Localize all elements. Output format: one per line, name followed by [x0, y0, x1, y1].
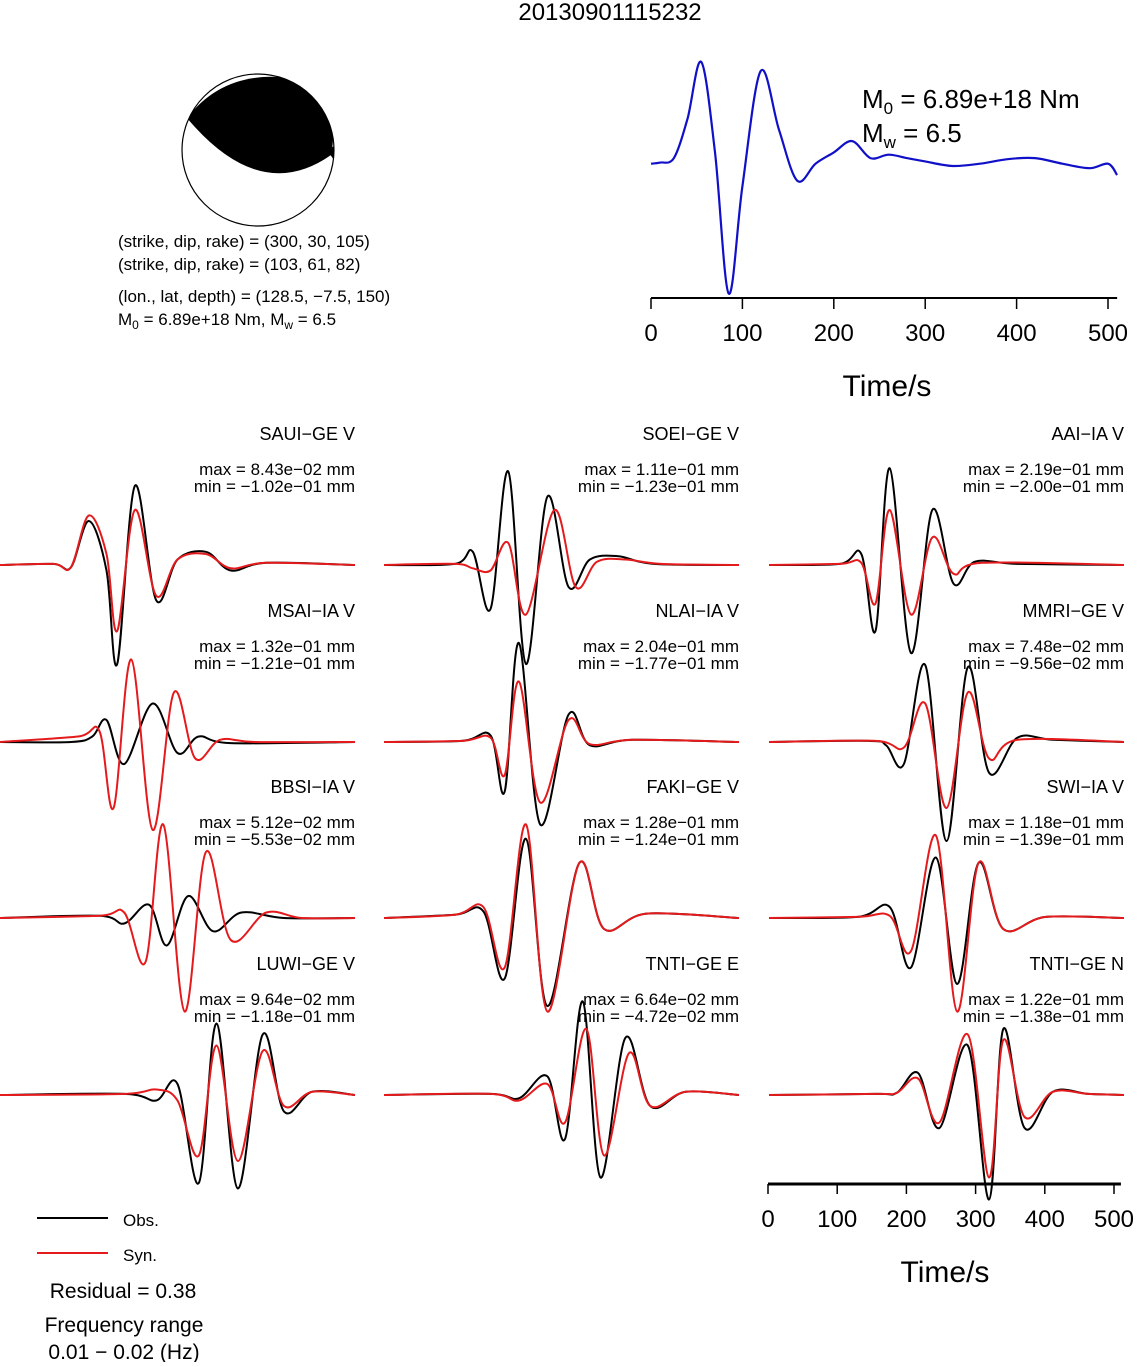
seismogram-panel	[0, 954, 355, 1189]
figure-title: 20130901115232	[518, 0, 702, 26]
max-amplitude-label: max = 5.12e−02 mm	[199, 813, 355, 832]
plane-1-text: (strike, dip, rake) = (300, 30, 105)	[118, 232, 370, 251]
observed-trace	[384, 471, 739, 664]
stf-x-tick-label: 400	[996, 320, 1037, 347]
max-amplitude-label: max = 1.11e−01 mm	[584, 460, 739, 479]
beachball	[182, 74, 336, 226]
seismogram-panel	[384, 777, 739, 1012]
min-amplitude-label: min = −1.23e−01 mm	[577, 477, 739, 496]
time-axis-tick-label: 400	[1024, 1206, 1065, 1233]
station-label: BBSI−IA V	[270, 777, 355, 797]
residual-text: Residual = 0.38	[49, 1280, 197, 1303]
stf-mw-label: $M_w = 6.5$	[862, 118, 962, 152]
observed-trace	[0, 896, 355, 946]
observed-trace	[384, 839, 739, 1006]
seismogram-panel	[769, 954, 1124, 1200]
station-label: SAUI−GE V	[259, 424, 355, 444]
seismogram-panel	[769, 601, 1124, 841]
legend-syn-label: Syn.	[123, 1246, 158, 1265]
observed-trace	[384, 1001, 739, 1177]
min-amplitude-label: min = −1.39e−01 mm	[962, 830, 1124, 849]
stf-x-tick-label: 100	[722, 320, 763, 347]
station-label: AAI−IA V	[1051, 424, 1124, 444]
seismogram-panels	[0, 424, 1124, 1200]
station-label: TNTI−GE E	[645, 954, 739, 974]
time-axis-tick-label: 300	[955, 1206, 996, 1233]
moment-text: $M_0 = 6.89e+18$ Nm, $M_w = 6.5$	[118, 310, 337, 332]
legend	[37, 1211, 159, 1265]
time-axis-tick-label: 200	[886, 1206, 927, 1233]
station-label: LUWI−GE V	[256, 954, 355, 974]
seismogram-panel	[384, 954, 739, 1178]
max-amplitude-label: max = 2.19e−01 mm	[968, 460, 1124, 479]
min-amplitude-label: min = −1.77e−01 mm	[577, 654, 739, 673]
station-label: SWI−IA V	[1046, 777, 1124, 797]
legend-obs-label: Obs.	[123, 1211, 159, 1230]
observed-trace	[769, 1028, 1124, 1200]
min-amplitude-label: min = −4.72e−02 mm	[577, 1007, 739, 1026]
seismogram-panel	[769, 777, 1124, 1012]
max-amplitude-label: max = 2.04e−01 mm	[583, 637, 739, 656]
synthetic-trace	[0, 659, 355, 830]
min-amplitude-label: min = −5.53e−02 mm	[193, 830, 355, 849]
min-amplitude-label: min = −1.21e−01 mm	[193, 654, 355, 673]
synthetic-trace	[384, 510, 739, 615]
seismogram-panel	[384, 424, 739, 664]
frequency-range-title: Frequency range	[44, 1314, 204, 1337]
time-axis-label: Time/s	[900, 1256, 990, 1289]
min-amplitude-label: min = −1.38e−01 mm	[962, 1007, 1124, 1026]
location-text: (lon., lat, depth) = (128.5, −7.5, 150)	[118, 287, 391, 306]
time-axis-tick-label: 100	[817, 1206, 858, 1233]
max-amplitude-label: max = 1.28e−01 mm	[583, 813, 739, 832]
station-label: NLAI−IA V	[655, 601, 739, 621]
min-amplitude-label: min = −2.00e−01 mm	[962, 477, 1124, 496]
min-amplitude-label: min = −1.02e−01 mm	[193, 477, 355, 496]
max-amplitude-label: max = 9.64e−02 mm	[199, 990, 355, 1009]
max-amplitude-label: max = 6.64e−02 mm	[583, 990, 739, 1009]
max-amplitude-label: max = 8.43e−02 mm	[199, 460, 355, 479]
plane-2-text: (strike, dip, rake) = (103, 61, 82)	[118, 255, 361, 274]
station-label: MMRI−GE V	[1022, 601, 1124, 621]
synthetic-trace	[769, 1034, 1124, 1178]
station-label: MSAI−IA V	[267, 601, 355, 621]
frequency-range-value: 0.01 − 0.02 (Hz)	[48, 1341, 200, 1362]
max-amplitude-label: max = 1.32e−01 mm	[199, 637, 355, 656]
stf-x-tick-label: 500	[1087, 320, 1129, 347]
stf-m0-label: $M_0 = 6.89e+18$ Nm	[862, 84, 1080, 118]
min-amplitude-label: min = −1.24e−01 mm	[577, 830, 739, 849]
station-label: SOEI−GE V	[642, 424, 739, 444]
synthetic-trace	[0, 1045, 355, 1161]
observed-trace	[0, 1023, 355, 1188]
stf-x-tick-label: 200	[813, 320, 854, 347]
max-amplitude-label: max = 1.18e−01 mm	[968, 813, 1124, 832]
seismogram-panel	[0, 424, 355, 666]
min-amplitude-label: min = −1.18e−01 mm	[193, 1007, 355, 1026]
station-label: FAKI−GE V	[646, 777, 739, 797]
synthetic-trace	[384, 824, 739, 1011]
stf-x-tick-label: 0	[644, 320, 658, 347]
time-axis-tick-label: 500	[1093, 1206, 1135, 1233]
synthetic-trace	[769, 835, 1124, 1012]
stf-xlabel: Time/s	[842, 370, 932, 403]
seismogram-panel	[0, 777, 355, 1012]
time-axis-tick-label: 0	[761, 1206, 775, 1233]
observed-trace	[0, 703, 355, 764]
min-amplitude-label: min = −9.56e−02 mm	[962, 654, 1124, 673]
station-label: TNTI−GE N	[1029, 954, 1124, 974]
max-amplitude-label: max = 1.22e−01 mm	[968, 990, 1124, 1009]
max-amplitude-label: max = 7.48e−02 mm	[968, 637, 1124, 656]
time-axis	[761, 1184, 1134, 1233]
stf-x-tick-label: 300	[905, 320, 946, 347]
synthetic-trace	[769, 510, 1124, 615]
